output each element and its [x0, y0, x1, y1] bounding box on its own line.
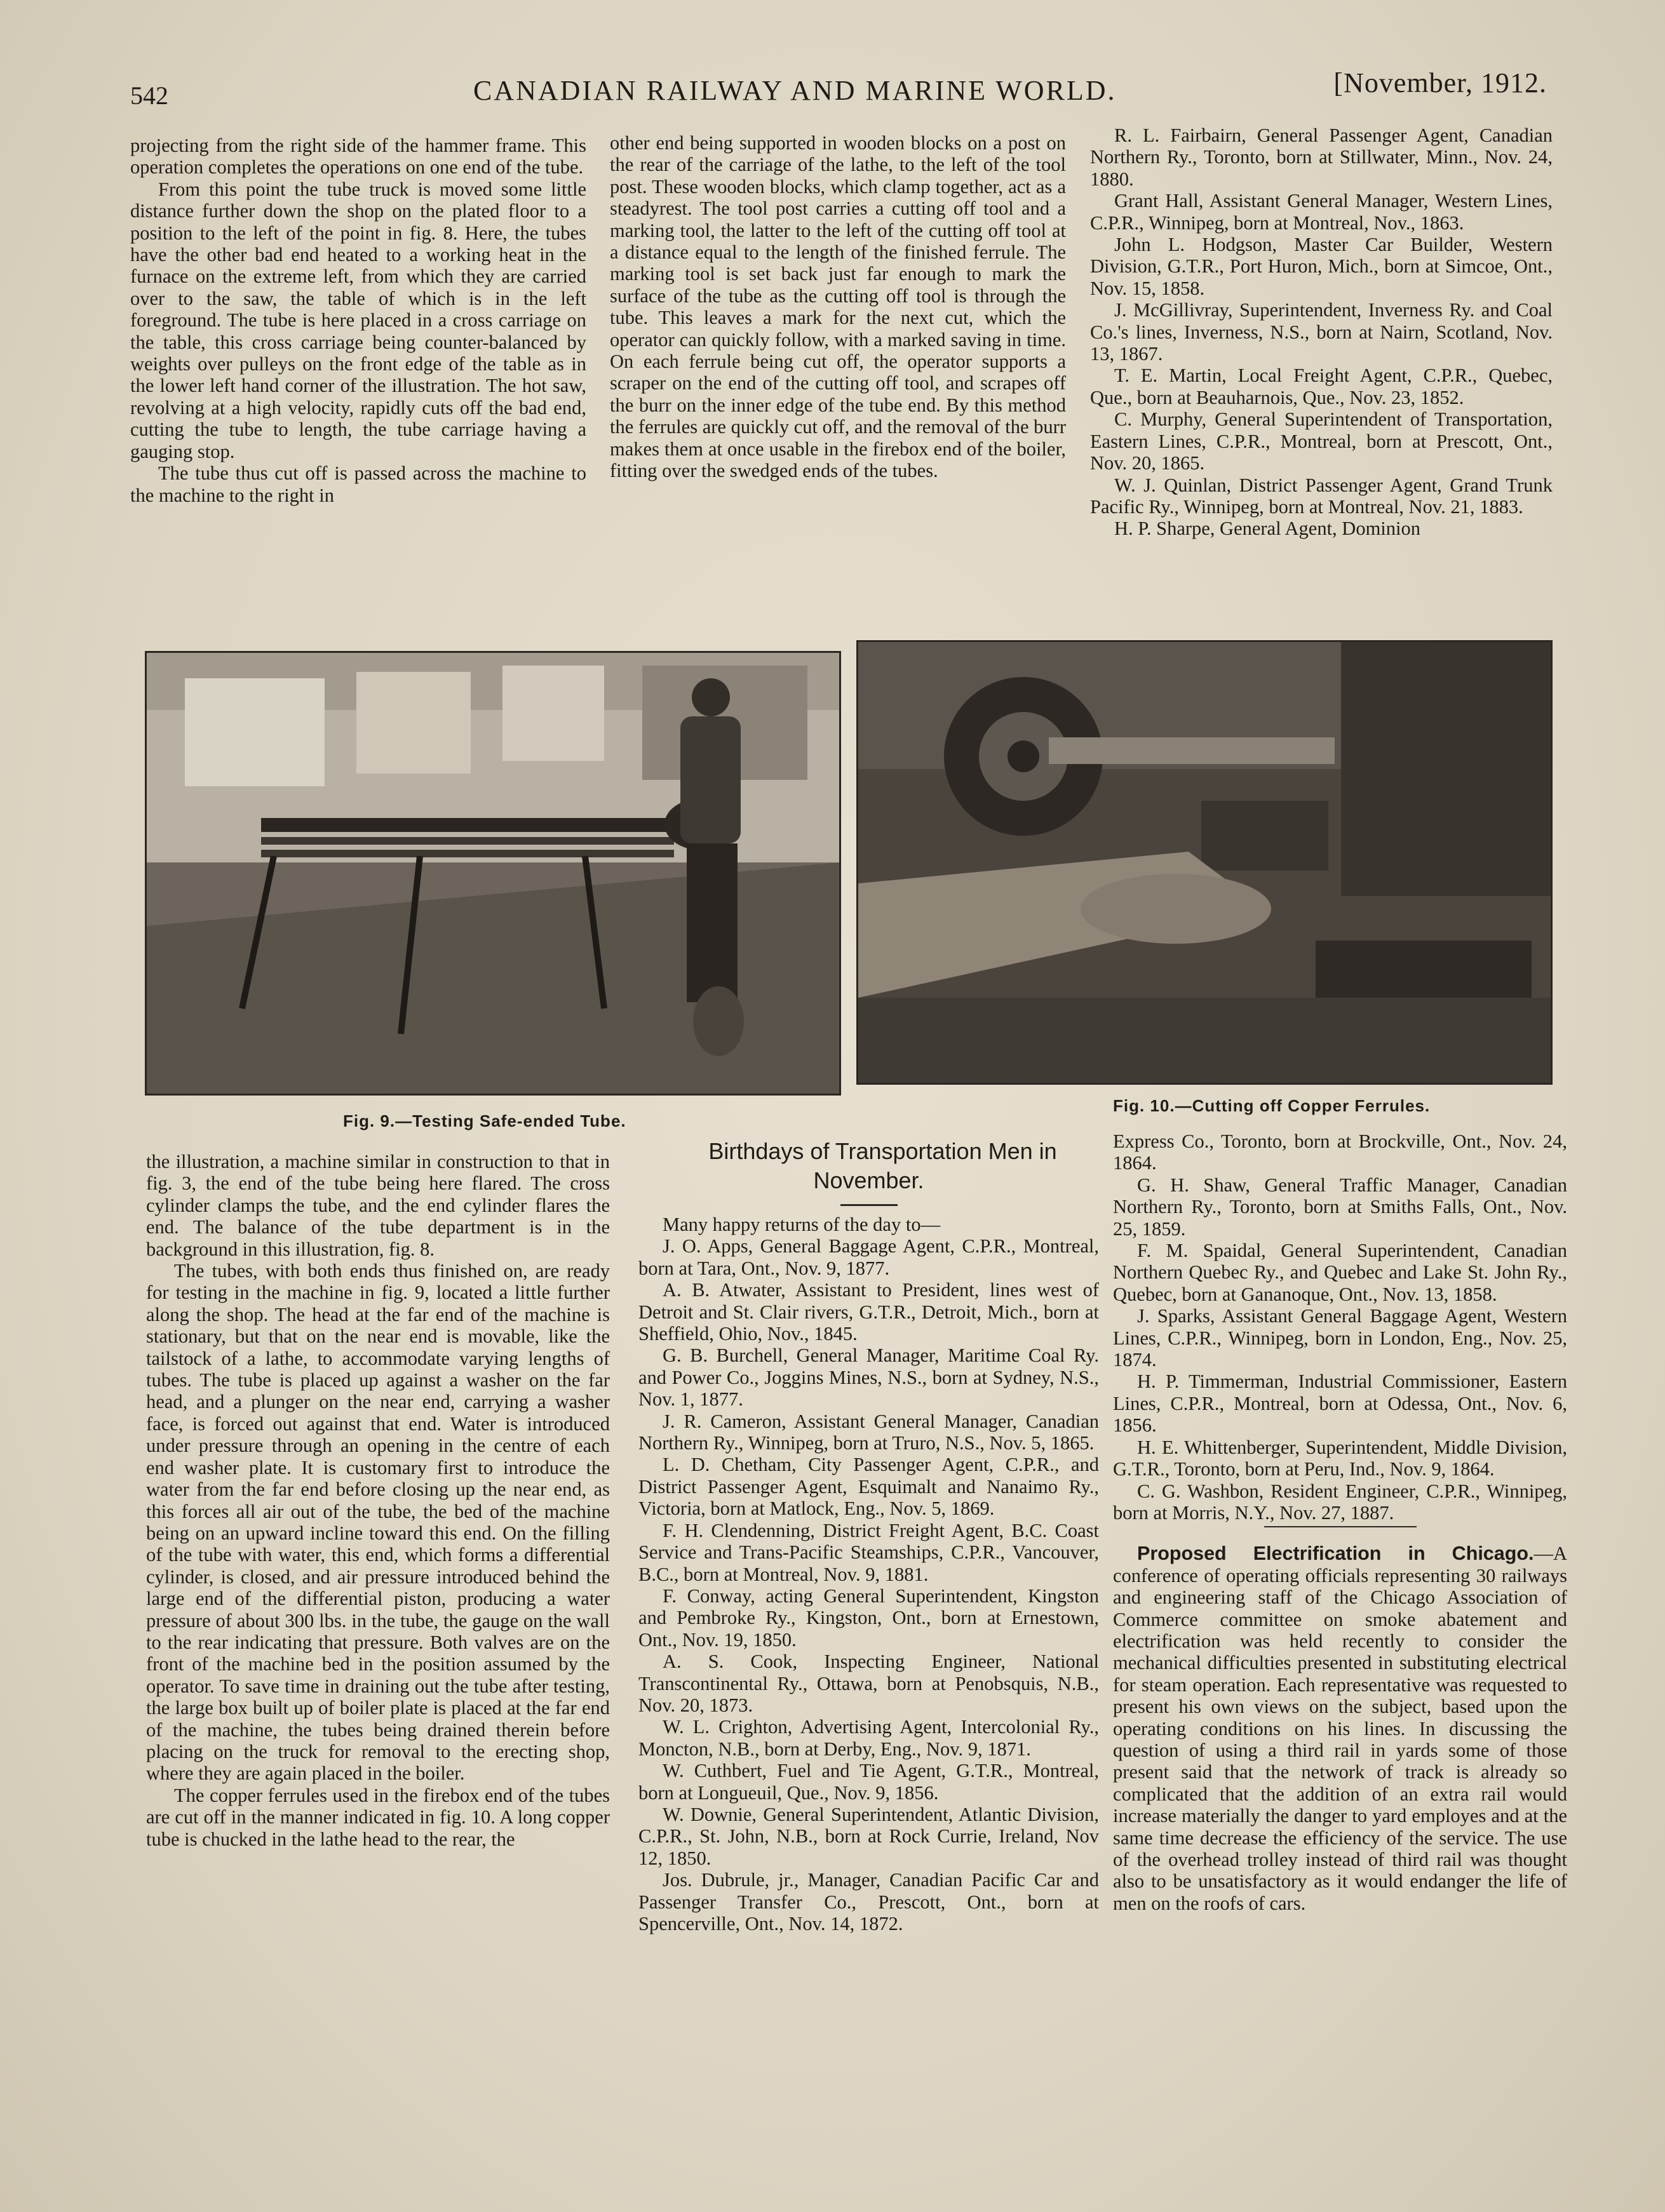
- birthday-entry: Jos. Dubrule, jr., Manager, Canadian Pacific Car and Passenger Transfer Co., Prescott, Ont., born at Spencerville, Ont., Nov. 14, 1872.: [638, 1869, 1099, 1934]
- birthday-entry: G. H. Shaw, General Traffic Manager, Canadian Northern Ry., Toronto, born at Smiths Falls, Ont., Nov. 25, 1859.: [1113, 1174, 1567, 1240]
- paragraph: projecting from the right side of the hammer frame. This operation completes the operations on one end of the tube.: [130, 135, 586, 178]
- figure-10-photo: [856, 640, 1553, 1085]
- birthday-entry: C. Murphy, General Superintendent of Transportation, Eastern Lines, C.P.R., Montreal, born at Prescott, Ont., Nov. 20, 1865.: [1090, 408, 1553, 474]
- birthday-entry: F. M. Spaidal, General Superintendent, Canadian Northern Quebec Ry., and Quebec and Lake St. John Ry., Quebec, born at Gananoque, Ont., Nov. 13, 1858.: [1113, 1240, 1567, 1305]
- birthday-entry: A. S. Cook, Inspecting Engineer, National Transcontinental Ry., Ottawa, born at Penobsquis, N.B., Nov. 20, 1873.: [638, 1651, 1099, 1716]
- birthday-entry: H. P. Timmerman, Industrial Commissioner, Eastern Lines, C.P.R., Montreal, born at Odessa, Ont., Nov. 6, 1856.: [1113, 1371, 1567, 1437]
- figure-9-photo: [145, 651, 841, 1096]
- paragraph: The copper ferrules used in the firebox end of the tubes are cut off in the manner indicated in fig. 10. A long copper tube is chucked in the lathe head to the rear, the: [146, 1784, 610, 1850]
- section-rule: [1264, 1526, 1417, 1527]
- paragraph: From this point the tube truck is moved some little distance further down the shop on the plated floor to a position to the left of the point in fig. 8. Here, the tubes have the other bad end heated to a working heat in the furnace on the extreme left, from which they are carried over to the saw, the table of which is in the left foreground. The tube is here placed in a cross carriage on the table, this cross carriage being counter-balanced by weights over pulleys on the front edge of the table as in the lower left hand corner of the illustration. The hot saw, revolving at a high velocity, rapidly cuts off the bad end, cutting the tube to length, the tube carriage having a gauging stop.: [130, 178, 586, 462]
- birthdays-intro: Many happy returns of the day to—: [663, 1214, 941, 1235]
- birthdays-title: Birthdays of Transportation Men in November.: [708, 1138, 1057, 1193]
- figure-9-caption: Fig. 9.—Testing Safe-ended Tube.: [343, 1111, 626, 1130]
- figure-10-caption: Fig. 10.—Cutting off Copper Ferrules.: [1113, 1096, 1431, 1115]
- testing-machine-illustration: [147, 653, 839, 1094]
- birthday-entry: W. J. Quinlan, District Passenger Agent, Grand Trunk Pacific Ry., Winnipeg, born at Montreal, Nov. 21, 1883.: [1090, 474, 1553, 518]
- birthday-entry: A. B. Atwater, Assistant to President, lines west of Detroit and St. Clair rivers, G.T.R., Detroit, Mich., born at Sheffield, Ohio, Nov., 1845.: [638, 1279, 1099, 1345]
- column-1-top: [130, 135, 586, 506]
- birthdays-section: [638, 1137, 1099, 1934]
- birthday-entry: John L. Hodgson, Master Car Builder, Western Division, G.T.R., Port Huron, Mich., born at Simcoe, Ont., Nov. 15, 1858.: [1090, 234, 1553, 299]
- birthday-entry: J. R. Cameron, Assistant General Manager, Canadian Northern Ry., Winnipeg, born at Truro, N.S., Nov. 5, 1865.: [638, 1410, 1099, 1454]
- birthday-entry: H. E. Whittenberger, Superintendent, Middle Division, G.T.R., Toronto, born at Peru, Ind., Nov. 9, 1864.: [1113, 1436, 1567, 1480]
- birthday-entry: T. E. Martin, Local Freight Agent, C.P.R., Quebec, Que., born at Beauharnois, Que., Nov. 23, 1852.: [1090, 365, 1553, 408]
- electrification-heading: Proposed Electrification in Chicago.: [1137, 1543, 1534, 1565]
- birthday-entry: C. G. Washbon, Resident Engineer, C.P.R., Winnipeg, born at Morris, N.Y., Nov. 27, 1887.: [1113, 1480, 1567, 1524]
- page-header: [130, 67, 1547, 111]
- journal-title: CANADIAN RAILWAY AND MARINE WORLD.: [473, 75, 1117, 106]
- birthday-entry: R. L. Fairbairn, General Passenger Agent, Canadian Northern Ry., Toronto, born at Stillwater, Minn., Nov. 24, 1880.: [1090, 124, 1553, 190]
- column-3-bottom: [1113, 1130, 1567, 1914]
- issue-date: [November, 1912.: [1333, 67, 1547, 98]
- column-3-top: [1090, 124, 1553, 540]
- birthday-entry: J. Sparks, Assistant General Baggage Agent, Western Lines, C.P.R., Winnipeg, born in London, Eng., Nov. 25, 1874.: [1113, 1305, 1567, 1371]
- birthday-entry: J. O. Apps, General Baggage Agent, C.P.R., Montreal, born at Tara, Ont., Nov. 9, 1877.: [638, 1235, 1099, 1279]
- birthday-entry: W. L. Crighton, Advertising Agent, Intercolonial Ry., Moncton, N.B., born at Derby, Eng., Nov. 9, 1871.: [638, 1716, 1099, 1760]
- title-rule: [840, 1204, 898, 1206]
- page-number: 542: [130, 81, 168, 110]
- birthday-entry: W. Cuthbert, Fuel and Tie Agent, G.T.R., Montreal, born at Longueuil, Que., Nov. 9, 1856.: [638, 1760, 1099, 1804]
- birthday-entry: L. D. Chetham, City Passenger Agent, C.P.R., and District Passenger Agent, Esquimalt and Nanaimo Ry., Victoria, born at Matlock, Eng., Nov. 5, 1869.: [638, 1454, 1099, 1520]
- birthday-entry: H. P. Sharpe, General Agent, Dominion: [1114, 518, 1420, 540]
- column-1-bottom: [146, 1151, 610, 1850]
- birthday-entry: F. Conway, acting General Superintendent, Kingston and Pembroke Ry., Kingston, Ont., born at Ernestown, Ont., Nov. 19, 1850.: [638, 1585, 1099, 1651]
- electrification-article: [1113, 1543, 1567, 1914]
- lathe-illustration: [858, 642, 1551, 1083]
- paragraph: other end being supported in wooden blocks on a post on the rear of the carriage of the lathe, to the left of the tool post. These wooden blocks, which clamp together, act as a steadyrest. The tool post carries a cutting off tool and a marking tool, the latter to the left of the cutting off tool at a distance equal to the length of the finished ferrule. The marking tool is set back just far enough to mark the surface of the tube as the cutting off tool is through the tube. This leaves a mark for the next cut, which the operator can quickly follow, with a marked saving in time. On each ferrule being cut off, the operator supports a scraper on the end of the cutting off tool, and scrapes off the burr on the inner edge of the tube end. By this method the ferrules are quickly cut off, and the removal of the burr makes them at once usable in the firebox end of the boiler, fitting over the swedged ends of the tubes.: [610, 132, 1066, 482]
- birthday-entry: Grant Hall, Assistant General Manager, Western Lines, C.P.R., Winnipeg, born at Montreal, Nov., 1863.: [1090, 190, 1553, 234]
- birthday-entry: F. H. Clendenning, District Freight Agent, B.C. Coast Service and Trans-Pacific Steamships, C.P.R., Vancouver, B.C., born at Montreal, Nov. 9, 1881.: [638, 1519, 1099, 1585]
- paragraph: the illustration, a machine similar in construction to that in fig. 3, the end of the tube being here flared. The cross cylinder clamps the tube, and the end cylinder flares the end. The balance of the tube department is in the background in this illustration, fig. 8.: [146, 1151, 610, 1260]
- paragraph: The tubes, with both ends thus finished on, are ready for testing in the machine in fig. 9, located a little further along the shop. The head at the far end of the machine is stationary, but that on the near end is movable, like the tailstock of a lathe, to accommodate varying lengths of tubes. The tube is placed up against a washer on the far head, and a plunger on the near end, carrying a washer face, is forced out against that end. Water is introduced under pressure through an opening in the centre of each end washer plate. It is customary first to introduce the water from the far end before closing up the near end, as this forces all air out of the tube, the bed of the machine being on an upward incline toward this end. On the filling of the tube with water, this end, which forms a differential cylinder, is closed, and air pressure introduced behind the large end of the differential piston, producing a water pressure of about 300 lbs. in the tube, the gauge on the wall to the rear indicating that pressure. Both valves are on the front of the machine bed in the position assumed by the operator. To save time in draining out the tube after testing, the large box built up of boiler plate is placed at the far end of the machine, the tubes being drained therein before placing on the truck for removal to the erecting shop, where they are again placed in the boiler.: [146, 1260, 610, 1785]
- birthday-entry: G. B. Burchell, General Manager, Maritime Coal Ry. and Power Co., Joggins Mines, N.S., born at Sydney, N.S., Nov. 1, 1877.: [638, 1344, 1099, 1411]
- birthday-entry: W. Downie, General Superintendent, Atlantic Division, C.P.R., St. John, N.B., born at Rock Currie, Ireland, Nov 12, 1850.: [638, 1803, 1099, 1869]
- birthday-entry: Express Co., Toronto, born at Brockville, Ont., Nov. 24, 1864.: [1113, 1130, 1567, 1174]
- electrification-body: —A conference of operating officials representing 30 railways and engineering staff of the Chicago Association of Commerce committee on smoke abatement and electrification was held recently to consider the mechanical difficulties presented in substituting electrical for steam operation. Each representative was requested to present his own views on the subject, based upon the operating conditions on his lines. In discussing the question of using a third rail in yards some of those present said that the network of track is already so complicated that the addition of an extra rail would increase materially the danger to yard employes and at the same time decrease the efficiency of the service. The use of the overhead trolley instead of third rail was thought also to be unsatisfactory as it would endanger the life of men on the roofs of cars.: [1113, 1543, 1567, 1914]
- birthday-entry: J. McGillivray, Superintendent, Inverness Ry. and Coal Co.'s lines, Inverness, N.S., born at Nairn, Scotland, Nov. 13, 1867.: [1090, 299, 1553, 365]
- paragraph: The tube thus cut off is passed across the machine to the machine to the right in: [130, 462, 586, 506]
- column-2-top: [610, 132, 1066, 482]
